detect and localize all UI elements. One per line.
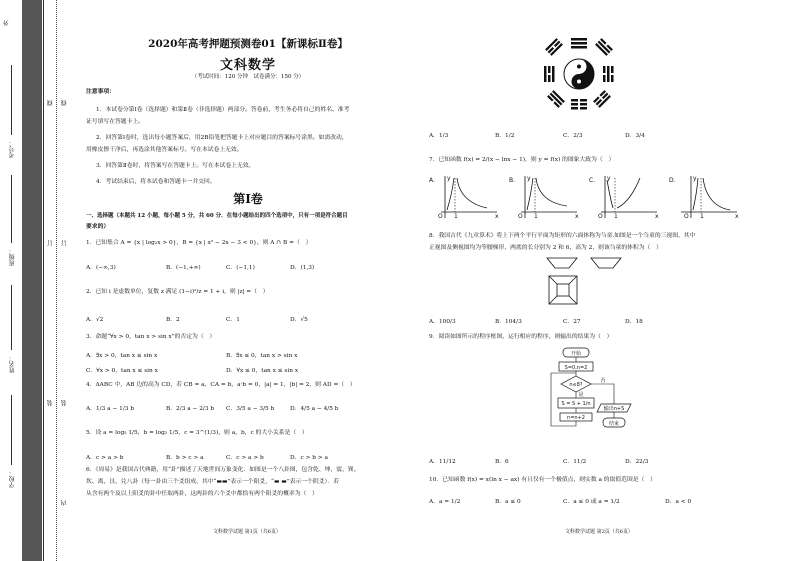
- binding-line-class: [11, 175, 12, 243]
- q7-label-b: B．: [509, 177, 520, 184]
- binding-mark-line-2: 线: [61, 100, 68, 106]
- flow-no: 否: [600, 378, 606, 384]
- binding-label-name: 姓名：: [9, 355, 16, 373]
- flow-body: S = S + 1/n: [561, 401, 591, 407]
- q9-option-d: D．22/3: [625, 459, 649, 465]
- question-4: 4．ΔABC 中，AB 边的高为 CD，若 CB = a，CA = b，a·b = 0，|a| = 1，|b| = 2，则 AD =（ ）: [86, 382, 356, 388]
- section-title: 第Ⅰ卷: [233, 192, 263, 206]
- flow-start: 开始: [570, 351, 582, 357]
- q9-flowchart: [543, 346, 663, 436]
- bagua-diagram: [543, 36, 615, 112]
- flow-cond: n≤8?: [569, 382, 583, 388]
- question-6-line-2: 坎、离、艮、兑八卦（每一卦由三个爻组成，其中“▬▬”表示一个阳爻，“▬ ▬”表示一个阴爻）．若: [86, 479, 339, 485]
- question-9: 9．阅读如图所示的程序框图，运行相应的程序，则输出的结果为（ ）: [429, 334, 613, 340]
- right-footer: 文科数学试题 第2页（共6页）: [565, 529, 633, 535]
- section-intro-2: 要求的）: [86, 224, 110, 230]
- q1-option-d: D．(1,3): [290, 265, 315, 271]
- question-8-line-1: 8．我国古代《九章算术》将上下两个平行平面为矩形的六面体称为刍童.如图是一个刍童的三视图，其中: [429, 233, 696, 239]
- q5-option-a: A．c > a > b: [86, 455, 124, 461]
- binding-mark-out: 外: [3, 20, 10, 26]
- q8-option-c: C．27: [563, 319, 581, 325]
- q7-a-axis-one: 1: [454, 213, 458, 220]
- binding-dark-strip: [22, 0, 42, 561]
- binding-mark-order-2: 订: [61, 240, 68, 246]
- q8-three-views: [545, 256, 625, 308]
- q10-option-a: A．a = 1/2: [429, 499, 461, 505]
- q8-option-b: B．104/3: [495, 319, 522, 325]
- q4-option-d: D．4/5 a − 4/5 b: [290, 406, 339, 412]
- binding-label-class: 班级：: [9, 248, 16, 266]
- q7-c-axis-o: O: [598, 213, 603, 220]
- q7-b-axis-o: O: [518, 213, 523, 220]
- question-6-line-1: 6．《周易》是我国古代典籍，用“卦”描述了天地世间万象变化．如图是一个八卦图，包含乾、坤、震、巽、: [86, 467, 360, 473]
- notice-1a: 1．本试卷分第Ⅰ卷（选择题）和第Ⅱ卷（非选择题）两部分。答卷前，考生务必将自己的姓名、准考: [96, 107, 350, 113]
- question-5: 5．设 a = log₅ 1/5，b = log₂ 1/5，c = 3^(1/3)，则 a，b，c 的大小关系是（ ）: [86, 430, 308, 436]
- binding-mark-order: 订: [47, 240, 54, 246]
- left-footer: 文科数学试题 第1页（共6页）: [213, 529, 281, 535]
- q10-option-b: B．a ≤ 0: [495, 499, 521, 505]
- q7-d-axis-y: y: [693, 175, 697, 182]
- binding-label-school: 学校：: [9, 470, 16, 488]
- question-2: 2．已知 i 是虚数单位，复数 z 满足 (1−i)²/z = 1 + i，则 |z| =（ ）: [86, 289, 269, 295]
- notice-heading: 注意事项：: [86, 89, 115, 95]
- q1-option-c: C．(−1,1): [226, 265, 255, 271]
- q4-option-b: B．2/3 a − 2/3 b: [166, 406, 215, 412]
- q5-option-b: B．b > c > a: [166, 455, 204, 461]
- flow-yes: 是: [578, 392, 584, 398]
- q7-a-axis-y: y: [447, 175, 451, 182]
- question-7: 7．已知函数 f(x) = 2/(x − lnx − 1)，则 y = f(x) 的图象大致为（ ）: [429, 157, 615, 163]
- q1-option-a: A．(−∞,3): [86, 265, 116, 271]
- q7-label-d: D．: [669, 177, 680, 184]
- q3-option-a: A．∃x > 0，tan x ≤ sin x: [86, 353, 158, 359]
- flow-inc: n=n+2: [567, 415, 585, 421]
- exam-subtitle: 文科数学: [219, 58, 276, 73]
- binding-mark-seal-2: 装: [61, 400, 68, 406]
- q7-b-axis-y: y: [527, 175, 531, 182]
- notice-2a: 2．回答第Ⅰ卷时，选出每小题答案后，用2B铅笔把答题卡上对应题目的答案标号涂黑。如需改动，: [96, 135, 348, 141]
- q6-option-a: A．1/3: [429, 133, 449, 139]
- binding-mark-seal: 装: [47, 400, 54, 406]
- q7-b-axis-one: 1: [534, 213, 538, 220]
- notice-1b: 证号填写在答题卡上。: [86, 119, 144, 125]
- q2-option-d: D．√5: [290, 317, 308, 323]
- q7-label-c: C．: [589, 177, 600, 184]
- q3-option-d: D．∀x ≤ 0，tan x ≤ sin x: [226, 368, 299, 374]
- q2-option-c: C．1: [226, 317, 240, 323]
- binding-dotted-line: [56, 0, 57, 561]
- q7-d-axis-o: O: [684, 213, 689, 220]
- q9-option-b: B．6: [495, 459, 509, 465]
- flow-out: 输出n+S: [603, 406, 625, 412]
- question-3: 3．命题“∀x > 0，tan x > sin x”的否定为（ ）: [86, 334, 216, 340]
- flow-init: S=0,n=2: [564, 365, 588, 371]
- q8-option-a: A．100/3: [429, 319, 456, 325]
- question-1: 1．已知集合 A = {x | log₂x > 0}，B = {x | x² − 2x − 3 < 0}，则 A ∩ B =（ ）: [86, 240, 312, 246]
- q3-option-b: B．∃x ≤ 0，tan x > sin x: [226, 353, 298, 359]
- flow-end: 结束: [608, 421, 620, 427]
- exam-title: 2020年高考押题预测卷01【新课标Ⅱ卷】: [148, 38, 348, 50]
- exam-timing: （考试时间：120 分钟 试卷满分：150 分）: [191, 74, 305, 80]
- q8-option-d: D．18: [625, 319, 643, 325]
- q6-option-d: D．3/4: [625, 133, 645, 139]
- q9-option-a: A．11/12: [429, 459, 456, 465]
- q2-option-a: A．√2: [86, 317, 104, 323]
- q6-option-c: C．2/3: [563, 133, 583, 139]
- notice-2b: 用橡皮擦干净后，再选涂其他答案标号。写在本试卷上无效。: [86, 147, 243, 153]
- right-page: [425, 0, 790, 561]
- q9-option-c: C．11/2: [563, 459, 587, 465]
- binding-mark-in: 内: [61, 500, 68, 506]
- q2-option-b: B．2: [166, 317, 180, 323]
- section-intro-1: 一、选择题（本题共 12 小题，每小题 5 分，共 60 分．在每小题给出的四个选项中，只有一项是符合题目: [86, 213, 348, 219]
- left-page: [78, 0, 418, 561]
- q5-option-c: C．c > a > b: [226, 455, 264, 461]
- q5-option-d: D．c > b > a: [290, 455, 328, 461]
- q7-b-axis-x: x: [575, 213, 579, 220]
- q6-option-b: B．1/2: [495, 133, 515, 139]
- binding-line-school: [11, 395, 12, 465]
- q7-a-axis-o: O: [438, 213, 443, 220]
- binding-label-id: 考号：: [9, 140, 16, 158]
- binding-line-id: [11, 65, 12, 135]
- q4-option-a: A．1/3 a − 1/3 b: [86, 406, 135, 412]
- q7-d-axis-x: x: [735, 213, 739, 220]
- binding-mark-line-1: 线: [47, 100, 54, 106]
- question-6-line-3: 从含有两个及以上阳爻的卦中任取两卦，这两卦的六个爻中都恰有两个阳爻的概率为（ ）: [86, 491, 318, 497]
- q10-option-c: C．a ≤ 0 或 a = 1/2: [563, 499, 620, 505]
- q7-a-axis-x: x: [495, 213, 499, 220]
- binding-line-name: [11, 285, 12, 350]
- q7-c-axis-y: y: [607, 175, 611, 182]
- q7-d-axis-one: 1: [700, 213, 704, 220]
- notice-4: 4．考试结束后，将本试卷和答题卡一并交回。: [96, 179, 216, 185]
- q7-label-a: A．: [429, 177, 440, 184]
- question-8-line-2: 正视图及侧视图均为等腰梯形，两底的长分别为 2 和 6，高为 2，则该刍童的体积为（ ）: [429, 245, 662, 251]
- q7-c-axis-one: 1: [614, 213, 618, 220]
- notice-3: 3．回答第Ⅱ卷时，将答案写在答题卡上。写在本试卷上无效。: [96, 163, 255, 169]
- q7-c-axis-x: x: [655, 213, 659, 220]
- q7-graphs: [425, 172, 785, 222]
- q4-option-c: C．3/5 a − 3/5 b: [226, 406, 275, 412]
- q1-option-b: B．(−1,+∞): [166, 265, 201, 271]
- binding-inner-line: [43, 0, 44, 561]
- binding-margin: [0, 0, 70, 561]
- question-10: 10．已知函数 f(x) = x(ln x − ax) 有且仅有一个极值点，则实数 a 的取值范围是（ ）: [429, 477, 656, 483]
- q10-option-d: D．a < 0: [665, 499, 692, 505]
- q3-option-c: C．∀x > 0，tan x ≤ sin x: [86, 368, 158, 374]
